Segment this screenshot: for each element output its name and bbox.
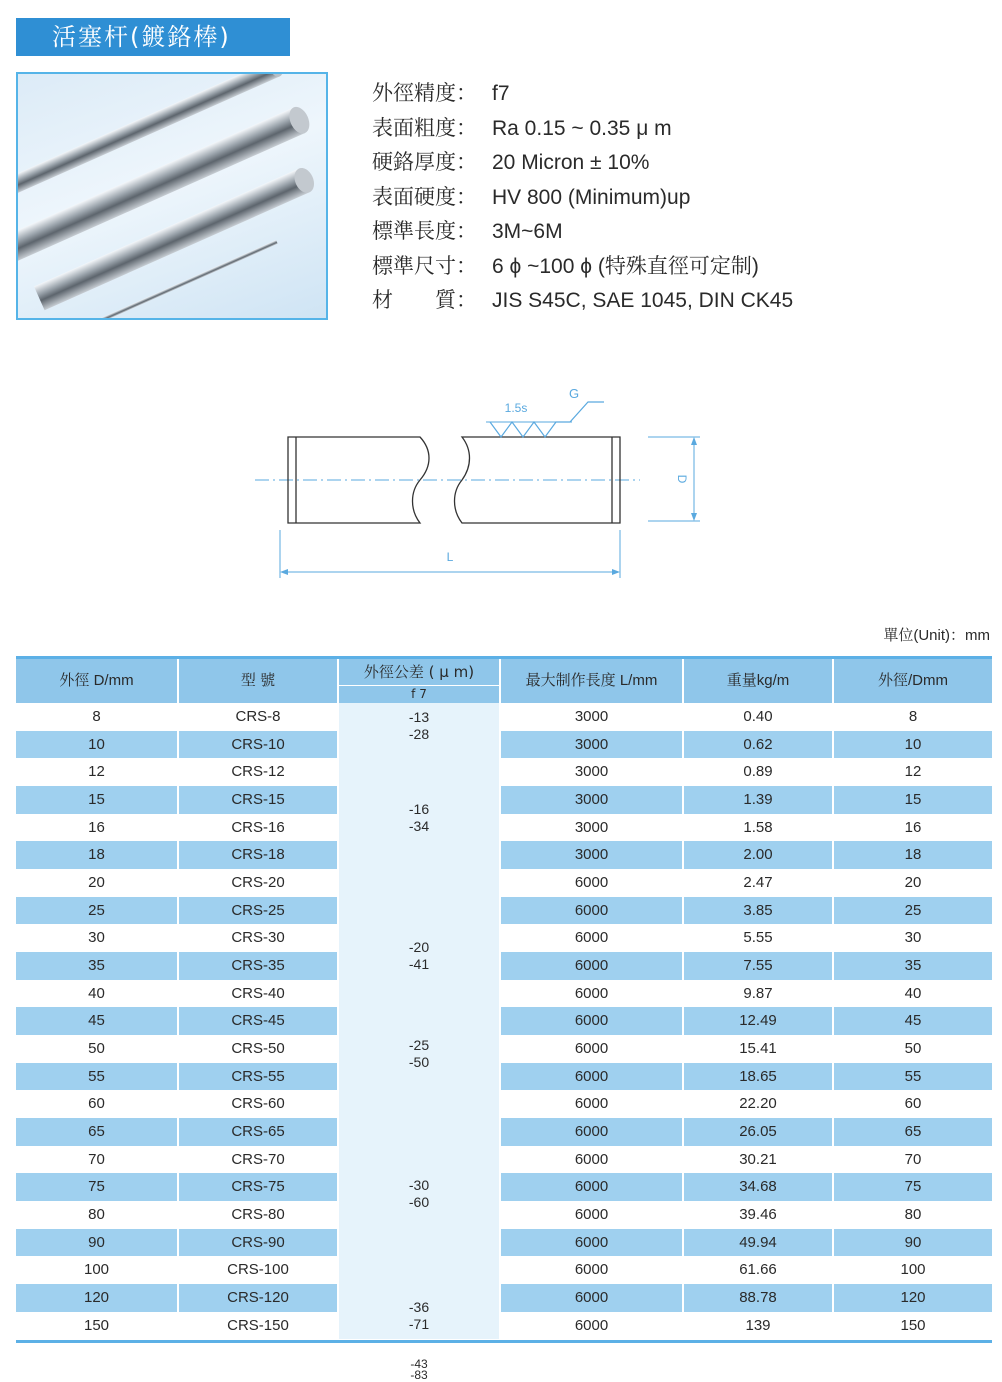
cell-diameter: 150 — [16, 1312, 179, 1340]
table-row — [16, 1173, 992, 1201]
spec-value: Ra 0.15 ~ 0.35 μ m — [492, 116, 672, 140]
table-row — [16, 1063, 992, 1091]
cell-diameter2: 90 — [904, 1233, 922, 1251]
cell-diameter: 18 — [16, 841, 179, 869]
header-weight: 重量kg/m — [684, 659, 834, 703]
cell-diameter: 65 — [16, 1118, 179, 1146]
cell-max-length: 6000 — [501, 1201, 684, 1229]
cell-max-length: 6000 — [501, 924, 684, 952]
table-row — [16, 1035, 992, 1063]
table-row — [16, 1312, 992, 1340]
spec-label: 標準尺寸： — [372, 253, 477, 278]
page-title: 活塞杆(鍍鉻棒) — [16, 18, 290, 56]
spec-row — [372, 249, 972, 284]
cell-max-length: 3000 — [501, 758, 684, 786]
cell-diameter: 30 — [16, 924, 179, 952]
cell-diameter: 8 — [16, 703, 179, 731]
cell-weight: 2.47 — [684, 869, 834, 897]
cell-max-length: 6000 — [501, 1007, 684, 1035]
spec-row — [372, 180, 972, 215]
cell-diameter2: 25 — [904, 901, 922, 919]
chrome-rods-image — [18, 74, 326, 318]
header-tolerance-grade: f 7 — [411, 687, 427, 701]
cell-diameter: 90 — [16, 1229, 179, 1257]
table-row — [16, 1229, 992, 1257]
cell-diameter2: 35 — [904, 957, 922, 975]
header-diameter: 外徑 D/mm — [16, 659, 179, 703]
table-row — [16, 703, 992, 731]
cell-diameter2: 45 — [904, 1012, 922, 1030]
cell-diameter2: 18 — [904, 846, 922, 864]
cell-diameter: 16 — [16, 814, 179, 842]
cell-max-length: 3000 — [501, 814, 684, 842]
cell-max-length: 6000 — [501, 1090, 684, 1118]
cell-weight: 49.94 — [684, 1229, 834, 1257]
header-tolerance-label: 外徑公差 ( μ m) — [339, 659, 499, 686]
cell-max-length: 3000 — [501, 786, 684, 814]
spec-table — [16, 656, 992, 1382]
cell-weight: 1.58 — [684, 814, 834, 842]
cell-model: CRS-25 — [179, 897, 339, 925]
cell-weight: 26.05 — [684, 1118, 834, 1146]
cell-diameter: 120 — [16, 1284, 179, 1312]
cell-diameter: 40 — [16, 980, 179, 1008]
cell-max-length: 6000 — [501, 980, 684, 1008]
cell-weight: 30.21 — [684, 1146, 834, 1174]
cell-weight: 139 — [684, 1312, 834, 1340]
cell-diameter2: 10 — [904, 735, 922, 753]
cell-diameter: 25 — [16, 897, 179, 925]
rod-technical-drawing — [250, 380, 710, 585]
spec-value: JIS S45C, SAE 1045, DIN CK45 — [492, 289, 794, 312]
spec-label: 材 質： — [372, 288, 477, 312]
table-row — [16, 731, 992, 759]
tolerance-upper: -25 — [408, 1037, 430, 1053]
cell-diameter2: 80 — [904, 1206, 922, 1224]
table-row — [16, 841, 992, 869]
cell-model: CRS-60 — [179, 1090, 339, 1118]
cell-model: CRS-40 — [179, 980, 339, 1008]
cell-max-length: 6000 — [501, 1312, 684, 1340]
cell-max-length: 6000 — [501, 1284, 684, 1312]
cell-diameter: 35 — [16, 952, 179, 980]
cell-weight: 2.00 — [684, 841, 834, 869]
cell-diameter: 80 — [16, 1201, 179, 1229]
tolerance-lower: -28 — [408, 726, 430, 742]
spec-value: HV 800 (Minimum)up — [492, 185, 691, 209]
table-header — [16, 656, 992, 703]
spec-label: 硬鉻厚度： — [372, 150, 477, 174]
unit-note: 單位(Unit)：mm — [883, 627, 990, 644]
cell-model: CRS-45 — [179, 1007, 339, 1035]
tolerance-range — [339, 1299, 499, 1333]
table-row — [16, 980, 992, 1008]
cell-diameter2: 120 — [900, 1289, 926, 1307]
spec-row — [372, 111, 972, 146]
cell-diameter2: 65 — [904, 1123, 922, 1141]
spec-row — [372, 283, 972, 318]
table-bottom-rule — [16, 1340, 992, 1343]
tolerance-range — [339, 1359, 499, 1381]
tolerance-range — [339, 801, 499, 835]
cell-max-length: 6000 — [501, 1063, 684, 1091]
spec-value: 3M~6M — [492, 220, 563, 243]
tolerance-upper: -30 — [408, 1177, 430, 1193]
tolerance-lower: -41 — [408, 956, 430, 972]
surface-finish-label: 1.5s — [504, 401, 528, 415]
tolerance-range — [339, 709, 499, 743]
tolerance-lower: -60 — [408, 1194, 430, 1210]
cell-diameter: 10 — [16, 731, 179, 759]
cell-model: CRS-70 — [179, 1146, 339, 1174]
cell-weight: 3.85 — [684, 897, 834, 925]
tolerance-range — [339, 1177, 499, 1211]
cell-weight: 0.89 — [684, 758, 834, 786]
header-diameter2: 外徑/Dmm — [878, 672, 948, 689]
cell-diameter: 100 — [16, 1256, 179, 1284]
cell-diameter2: 8 — [908, 708, 918, 725]
cell-model: CRS-16 — [179, 814, 339, 842]
cell-model: CRS-18 — [179, 841, 339, 869]
tolerance-upper: -16 — [408, 801, 430, 817]
cell-max-length: 3000 — [501, 841, 684, 869]
header-model: 型 號 — [179, 659, 339, 703]
tolerance-lower: -83 — [410, 1368, 428, 1382]
l-arrow-left — [280, 569, 288, 575]
cell-model: CRS-100 — [179, 1256, 339, 1284]
tolerance-lower: -50 — [408, 1054, 430, 1070]
cell-model: CRS-150 — [179, 1312, 339, 1340]
cell-weight: 9.87 — [684, 980, 834, 1008]
table-row — [16, 814, 992, 842]
cell-diameter2: 60 — [904, 1095, 922, 1113]
cell-model: CRS-75 — [179, 1173, 339, 1201]
cell-model: CRS-30 — [179, 924, 339, 952]
cell-diameter2: 16 — [904, 818, 922, 836]
cell-max-length: 3000 — [501, 703, 684, 731]
tolerance-range — [339, 939, 499, 973]
cell-diameter: 55 — [16, 1063, 179, 1091]
cell-diameter2: 30 — [904, 929, 922, 947]
diameter-label: D — [675, 474, 689, 484]
cell-diameter2: 55 — [904, 1067, 922, 1085]
d-arrow-top — [691, 437, 697, 445]
cell-diameter: 60 — [16, 1090, 179, 1118]
cell-max-length: 6000 — [501, 1118, 684, 1146]
cell-weight: 39.46 — [684, 1201, 834, 1229]
cell-max-length: 6000 — [501, 897, 684, 925]
spec-list — [372, 76, 972, 318]
cell-weight: 12.49 — [684, 1007, 834, 1035]
cell-weight: 5.55 — [684, 924, 834, 952]
cell-diameter: 45 — [16, 1007, 179, 1035]
product-photo — [16, 72, 328, 320]
cell-diameter: 75 — [16, 1173, 179, 1201]
cell-model: CRS-80 — [179, 1201, 339, 1229]
spec-value: f7 — [492, 82, 510, 105]
spec-value: 20 Micron ± 10% — [492, 151, 650, 174]
tolerance-upper: -36 — [408, 1299, 430, 1315]
header-max-length: 最大制作長度 L/mm — [501, 659, 684, 703]
cell-model: CRS-15 — [179, 786, 339, 814]
table-row — [16, 1090, 992, 1118]
header-tolerance — [339, 659, 501, 703]
spec-label: 表面硬度： — [372, 184, 477, 209]
spec-label: 外徑精度： — [372, 81, 477, 105]
cell-model: CRS-120 — [179, 1284, 339, 1312]
table-row — [16, 1118, 992, 1146]
cell-diameter2: 50 — [904, 1040, 922, 1058]
cell-weight: 0.62 — [684, 731, 834, 759]
cell-weight: 18.65 — [684, 1063, 834, 1091]
tolerance-upper: -43 — [410, 1357, 428, 1371]
cell-max-length: 6000 — [501, 1146, 684, 1174]
table-row — [16, 1256, 992, 1284]
cell-diameter: 15 — [16, 786, 179, 814]
cell-diameter2: 150 — [900, 1316, 926, 1334]
tolerance-range — [339, 1037, 499, 1071]
cell-weight: 61.66 — [684, 1256, 834, 1284]
spec-row — [372, 214, 972, 249]
cell-weight: 22.20 — [684, 1090, 834, 1118]
cell-model: CRS-8 — [179, 703, 339, 731]
cell-model: CRS-65 — [179, 1118, 339, 1146]
cell-weight: 0.40 — [684, 703, 834, 731]
cell-model: CRS-12 — [179, 758, 339, 786]
tolerance-upper: -13 — [408, 709, 430, 725]
cell-diameter2: 15 — [904, 791, 922, 809]
cell-max-length: 3000 — [501, 731, 684, 759]
cell-diameter2: 40 — [904, 984, 922, 1002]
cell-weight: 7.55 — [684, 952, 834, 980]
spec-label: 標準長度： — [372, 219, 477, 243]
table-row — [16, 1146, 992, 1174]
table-body — [16, 703, 992, 1382]
table-row — [16, 869, 992, 897]
cell-model: CRS-10 — [179, 731, 339, 759]
grade-label: G — [568, 386, 580, 401]
cell-weight: 88.78 — [684, 1284, 834, 1312]
cell-weight: 34.68 — [684, 1173, 834, 1201]
spec-row — [372, 76, 972, 111]
l-arrow-right — [612, 569, 620, 575]
tolerance-lower: -71 — [408, 1316, 430, 1332]
cell-diameter: 12 — [16, 758, 179, 786]
cell-diameter: 20 — [16, 869, 179, 897]
cell-model: CRS-90 — [179, 1229, 339, 1257]
table-row — [16, 1007, 992, 1035]
cell-model: CRS-55 — [179, 1063, 339, 1091]
cell-max-length: 6000 — [501, 1256, 684, 1284]
cell-max-length: 6000 — [501, 1229, 684, 1257]
tolerance-lower: -34 — [408, 818, 430, 834]
cell-diameter2: 100 — [900, 1261, 926, 1279]
table-row — [16, 1284, 992, 1312]
cell-model: CRS-50 — [179, 1035, 339, 1063]
cell-diameter2: 20 — [904, 874, 922, 892]
cell-weight: 15.41 — [684, 1035, 834, 1063]
spec-label: 表面粗度： — [372, 115, 477, 140]
cell-model: CRS-35 — [179, 952, 339, 980]
spec-value: 6 ϕ ~100 ϕ (特殊直徑可定制) — [492, 254, 759, 278]
cell-max-length: 6000 — [501, 1035, 684, 1063]
cell-max-length: 6000 — [501, 1173, 684, 1201]
cell-max-length: 6000 — [501, 869, 684, 897]
cell-diameter2: 70 — [904, 1150, 922, 1168]
cell-diameter2: 12 — [904, 763, 922, 781]
cell-weight: 1.39 — [684, 786, 834, 814]
cell-diameter: 70 — [16, 1146, 179, 1174]
tolerance-upper: -20 — [408, 939, 430, 955]
table-row — [16, 758, 992, 786]
spec-row — [372, 145, 972, 180]
cell-max-length: 6000 — [501, 952, 684, 980]
d-arrow-bottom — [691, 513, 697, 521]
cell-model: CRS-20 — [179, 869, 339, 897]
cell-diameter: 50 — [16, 1035, 179, 1063]
table-row — [16, 786, 992, 814]
tolerance-column — [339, 703, 501, 1382]
table-row — [16, 924, 992, 952]
table-row — [16, 897, 992, 925]
table-row — [16, 952, 992, 980]
cell-diameter2: 75 — [904, 1178, 922, 1196]
table-row — [16, 1201, 992, 1229]
length-label: L — [446, 550, 454, 564]
